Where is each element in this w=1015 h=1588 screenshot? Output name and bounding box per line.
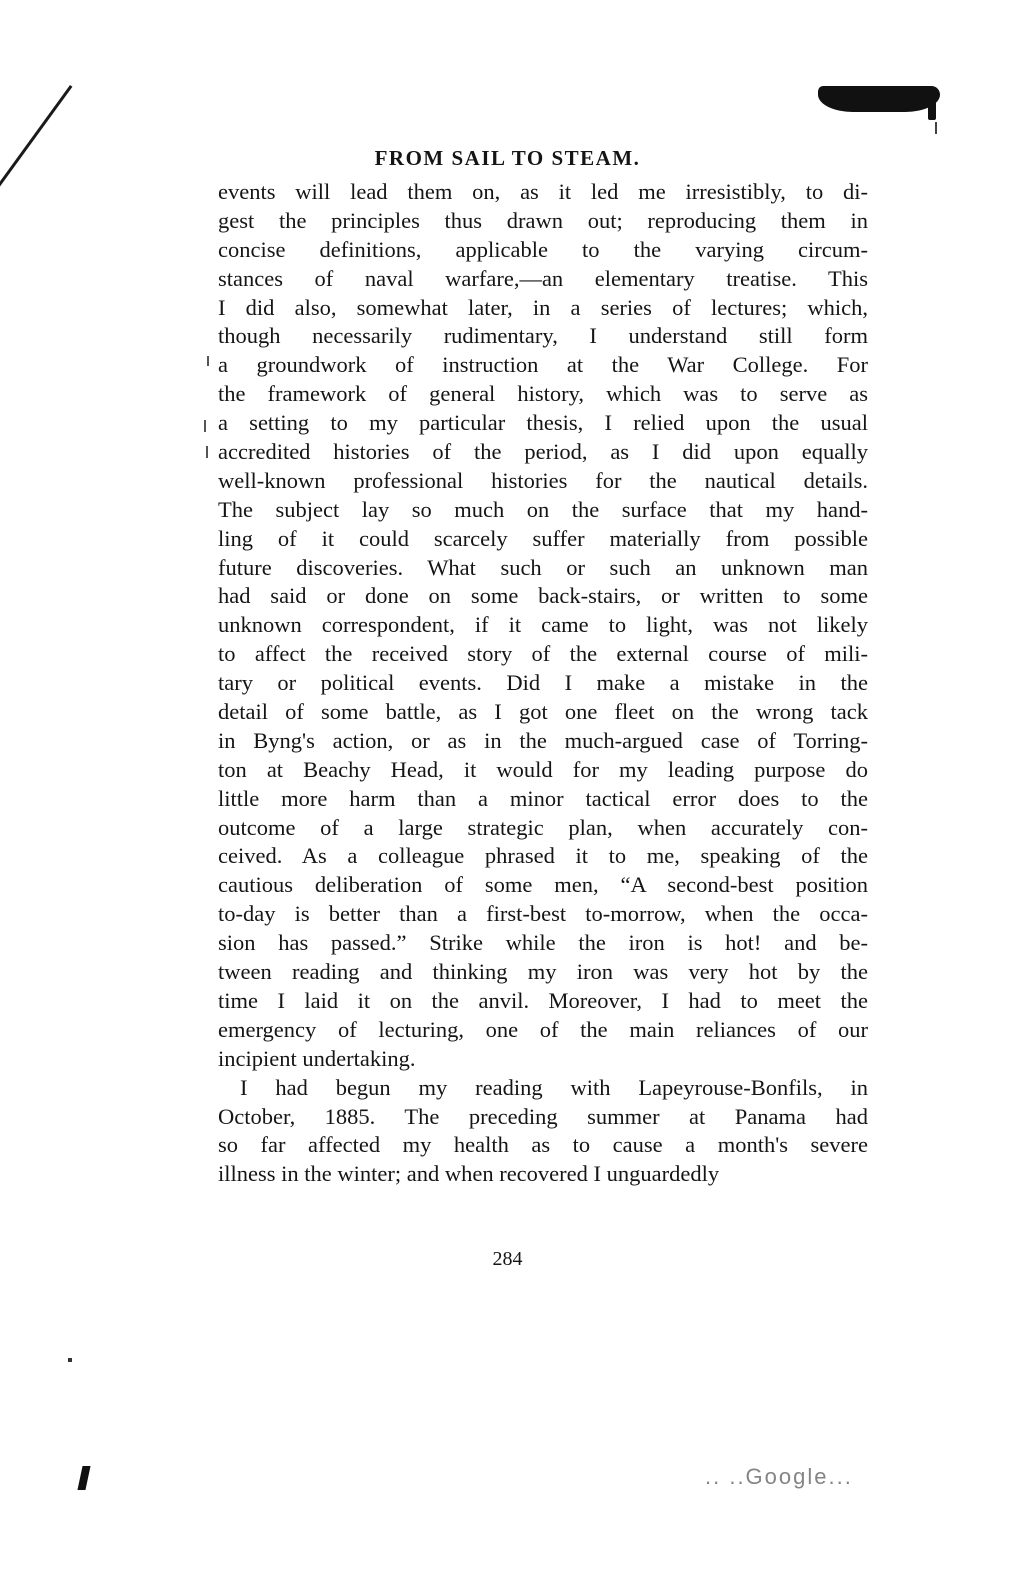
text-line: I did also, somewhat later, in a series of lectures; which, [218, 294, 868, 320]
text-line: illness in the winter; and when recovered I unguardedly [218, 1161, 720, 1187]
text-line: ling of it could scarcely suffer materially from possible [218, 525, 868, 551]
ink-smudge-mark [77, 1466, 90, 1490]
text-line: ceived. As a colleague phrased it to me, speaking of the [218, 843, 868, 869]
text-line: stances of naval warfare,—an elementary treatise. This [218, 265, 868, 291]
text-line: though necessarily rudimentary, I understand still form [218, 323, 868, 349]
text-line: detail of some battle, as I got one fleet on the wrong tack [218, 699, 868, 725]
text-line: tween reading and thinking my iron was very hot by the [218, 959, 868, 985]
text-line: so far affected my health as to cause a month's severe [218, 1132, 868, 1158]
text-line: unknown correspondent, if it came to light, was not likely [218, 612, 868, 638]
text-line: sion has passed.” Strike while the iron is hot! and be- [218, 930, 868, 956]
margin-tick-mark [206, 446, 208, 458]
text-line: a setting to my particular thesis, I relied upon the usual [218, 410, 868, 436]
text-line: accredited histories of the period, as I did upon equally [218, 439, 868, 465]
text-line: October, 1885. The preceding summer at Panama had [218, 1103, 868, 1129]
margin-tick-mark [204, 420, 206, 432]
text-line: to-day is better than a first-best to-morrow, when the occa- [218, 901, 868, 927]
text-line: little more harm than a minor tactical error does to the [218, 785, 868, 811]
text-line: well-known professional histories for the nautical details. [218, 467, 868, 493]
scan-dot-mark [68, 1358, 72, 1362]
text-line: cautious deliberation of some men, “A second-best position [218, 872, 868, 898]
body-text [218, 178, 868, 1189]
scan-tick-mark [935, 122, 937, 134]
text-line: to affect the received story of the external course of mili- [218, 641, 868, 667]
text-line: gest the principles thus drawn out; reproducing them in [218, 207, 868, 233]
paragraph [218, 178, 868, 1074]
google-watermark: .. ..Google... [705, 1464, 853, 1489]
text-line: events will lead them on, as it led me irresistibly, to di- [218, 179, 868, 204]
text-line: tary or political events. Did I make a mistake in the [218, 670, 868, 696]
text-line: a groundwork of instruction at the War College. For [218, 352, 868, 378]
text-line: had said or done on some back-stairs, or written to some [218, 583, 868, 609]
running-head: FROM SAIL TO STEAM. [374, 146, 641, 170]
text-line: the framework of general history, which was to serve as [218, 381, 868, 407]
ink-blot-mark [818, 86, 940, 112]
text-line: future discoveries. What such or such an unknown man [218, 554, 868, 580]
margin-tick-mark [207, 356, 209, 366]
page-number: 284 [492, 1248, 523, 1270]
text-line: time I laid it on the anvil. Moreover, I had to meet the [218, 987, 868, 1013]
text-line: concise definitions, applicable to the varying circum- [218, 236, 868, 262]
text-line: ton at Beachy Head, it would for my leading purpose do [218, 756, 868, 782]
text-line: in Byng's action, or as in the much-argued case of Torring- [218, 727, 868, 753]
text-line: incipient undertaking. [218, 1045, 416, 1071]
text-line: outcome of a large strategic plan, when accurately con- [218, 814, 868, 840]
text-line: The subject lay so much on the surface that my hand- [218, 496, 868, 522]
text-line: I had begun my reading with Lapeyrouse-Bonfils, in [240, 1074, 868, 1100]
paragraph [218, 1074, 868, 1190]
text-line: emergency of lecturing, one of the main reliances of our [218, 1016, 868, 1042]
